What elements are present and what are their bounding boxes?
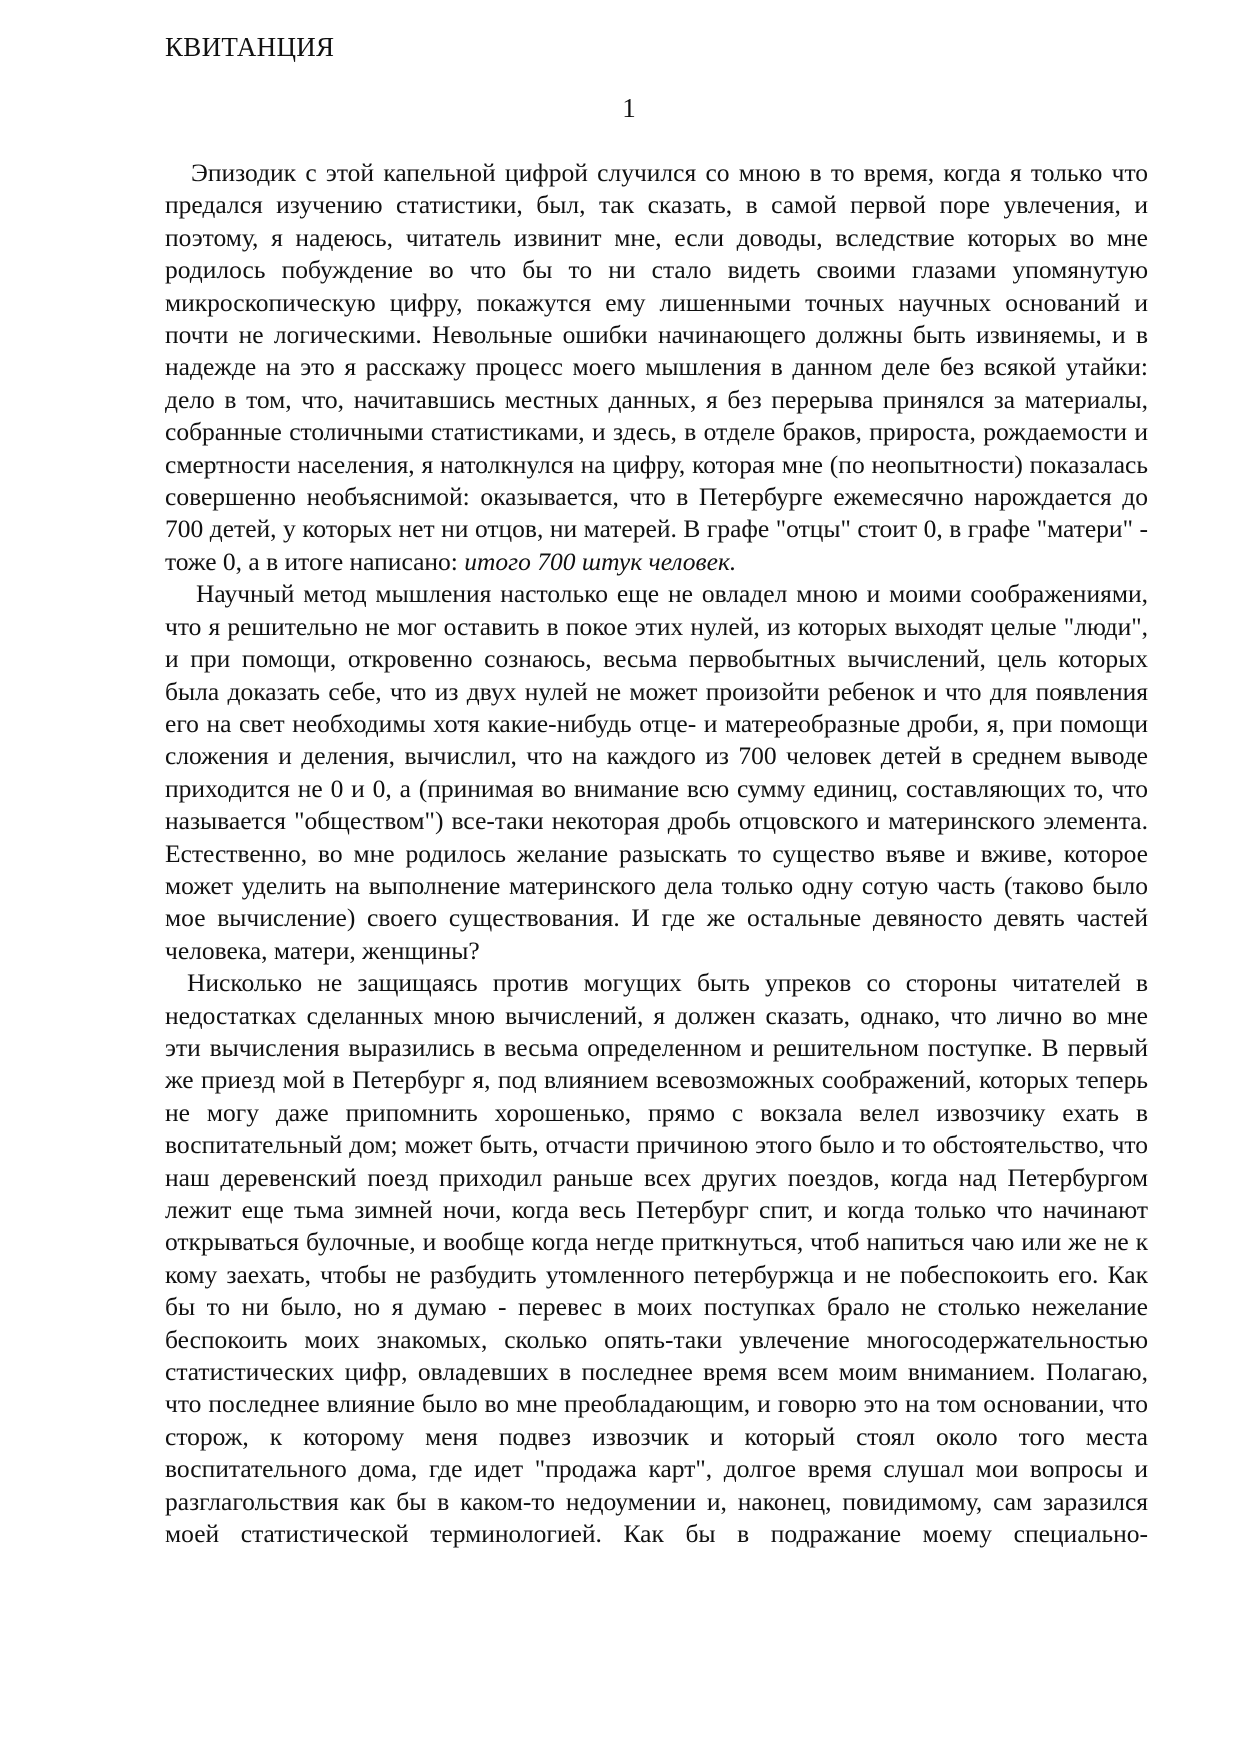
- chapter-number: 1: [622, 93, 636, 123]
- paragraph-1-text: Эпизодик с этой капельной цифрой случился со мною в то время, когда я только что предался изучению статистики, был, так сказать, в самой первой поре увлечения, и поэтому, я надеюсь, читатель извинит мне, если доводы, вследствие которых во мне родилось побуждение во что бы то ни стало видеть своими глазами упомянутую микроскопическую цифру, покажутся ему лишенными точных научных оснований и почти не логическими. Невольные ошибки начинающего должны быть извиняемы, и в надежде на это я расскажу процесс моего мышления в данном деле без всякой утайки: дело в том, что, начитавшись местных данных, я без перерыва принялся за материалы, собранные столичными статистиками, и здесь, в отделе браков, прироста, рождаемости и смертности населения, я натолкнулся на цифру, которая мне (по неопытности) показалась совершенно необъяснимой: оказывается, что в Петербурге ежемесячно нарождается до 700 детей, у которых нет ни отцов, ни матерей. В графе "отцы" стоит 0, в графе "матери" - тоже 0, а в итоге написано:: [165, 158, 1148, 576]
- paragraph-1-emphasis: итого 700 штук человек.: [464, 546, 737, 576]
- document-title: КВИТАНЦИЯ: [165, 32, 335, 62]
- paragraph-1: [165, 157, 1148, 578]
- paragraph-3: Нисколько не защищаясь против могущих быть упреков со стороны читателей в недостатках сделанных мною вычислений, я должен сказать, однако, что лично во мне эти вычисления выразились в весьма определенном и решительном поступке. В первый же приезд мой в Петербург я, под влиянием всевозможных соображений, которых теперь не могу даже припомнить хорошенько, прямо с вокзала велел извозчику ехать в воспитательный дом; может быть, отчасти причиною этого было и то обстоятельство, что наш деревенский поезд приходил раньше всех других поездов, когда над Петербургом лежит еще тьма зимней ночи, когда весь Петербург спит, и когда только что начинают открываться булочные, и вообще когда негде приткнуться, чтоб напиться чаю или же не к кому заехать, чтобы не разбудить утомленного петербуржца и не побеспокоить его. Как бы то ни было, но я думаю - перевес в моих поступках брало не столько нежелание беспокоить моих знакомых, сколько опять-таки увлечение многосодержательностью статистических цифр, овладевших в последнее время всем моим вниманием. Полагаю, что последнее влияние было во мне преобладающим, и говорю это на том основании, что сторож, к которому меня подвез извозчик и который стоял около того места воспитательного дома, где идет "продажа карт", долгое время слушал мои вопросы и разглагольствия как бы в каком-то недоумении и, наконец, повидимому, сам заразился моей статистической терминологией. Как бы в подражание моему специально-: [165, 968, 1148, 1549]
- body-text: [165, 157, 1148, 1550]
- paragraph-2: Научный метод мышления настолько еще не овладел мною и моими соображениями, что я решительно не мог оставить в покое этих нулей, из которых выходят целые "люди", и при помощи, откровенно сознаюсь, весьма первобытных вычислений, цель которых была доказать себе, что из двух нулей не может произойти ребенок и что для появления его на свет необходимы хотя какие-нибудь отце- и матереобразные дроби, я, при помощи сложения и деления, вычислил, что на каждого из 700 человек детей в среднем выводе приходится не 0 и 0, а (принимая во внимание всю сумму единиц, составляющих то, что называется "обществом") все-таки некоторая дробь отцовского и материнского элемента. Естественно, во мне родилось желание разыскать то существо въяве и вживе, которое может уделить на выполнение материнского дела только одну сотую часть (таково было мое вычисление) своего существования. И где же остальные девяносто девять частей человека, матери, женщины?: [165, 579, 1148, 965]
